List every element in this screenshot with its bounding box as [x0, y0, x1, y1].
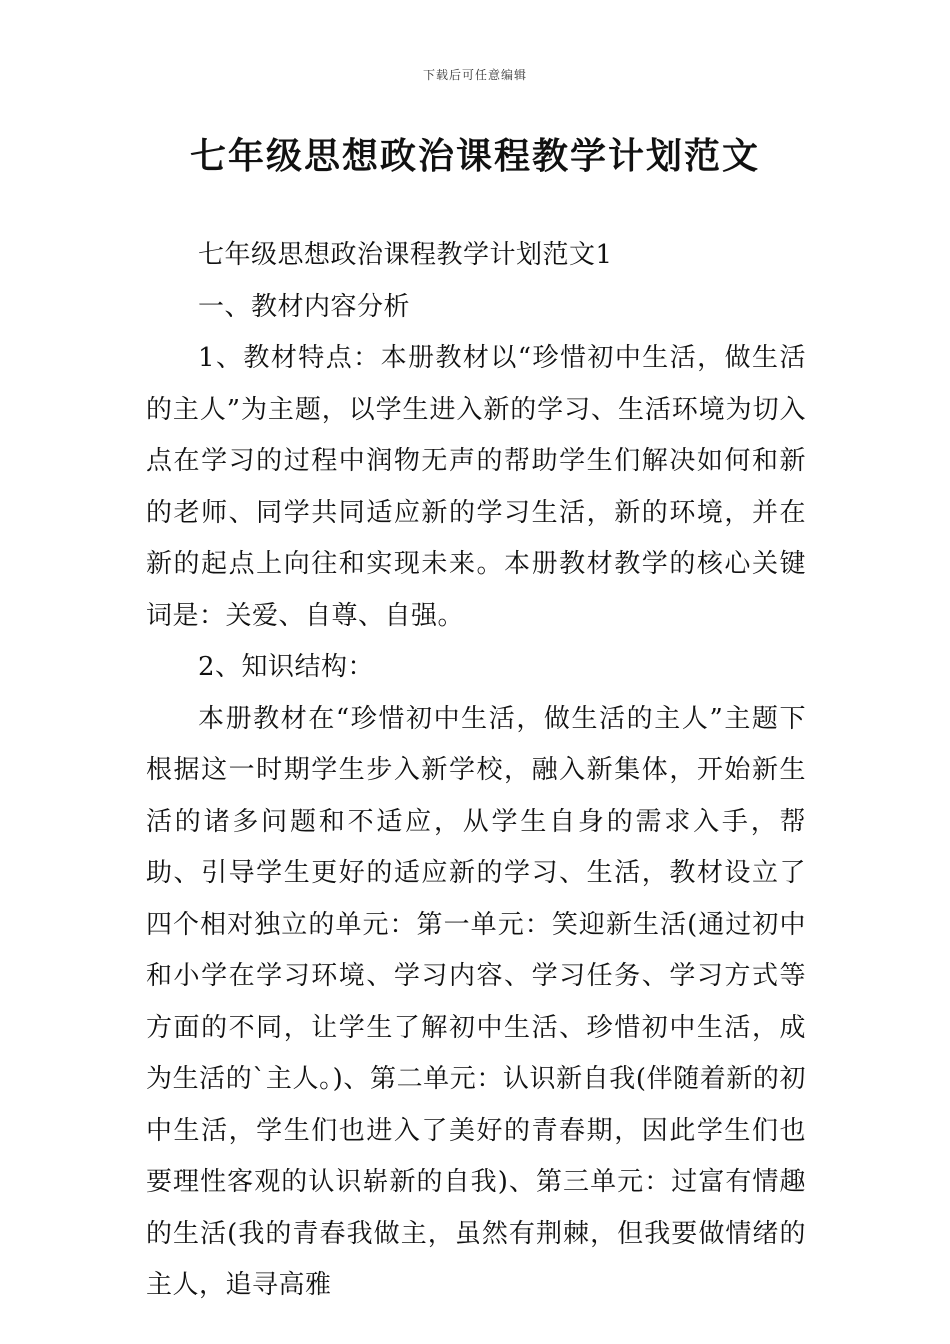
subsection-heading: 一、教材内容分析 [198, 291, 411, 322]
document-title: 七年级思想政治课程教学计划范文 [189, 135, 760, 177]
section-heading: 七年级思想政治课程教学计划范文1 [198, 240, 613, 270]
paragraph-knowledge-structure-heading: 2、知识结构： [198, 652, 375, 682]
document-body [146, 230, 806, 1312]
paragraph-textbook-features: 1、教材特点：本册教材以“珍惜初中生活，做生活的主人”为主题，以学生进入新的学习、生活环境为切入点在学习的过程中润物无声的帮助学生们解决如何和新的老师、同学共同适应新的学习生活，新的环境，并在新的起点上向往和实现未来。本册教材教学的核心关键词是：关爱、自尊、自强。 [146, 343, 806, 631]
paragraph-knowledge-structure: 本册教材在“珍惜初中生活，做生活的主人”主题下根据这一时期学生步入新学校，融入新集体，开始新生活的诸多问题和不适应，从学生自身的需求入手，帮助、引导学生更好的适应新的学习、生活，教材设立了四个相对独立的单元：第一单元：笑迎新生活(通过初中和小学在学习环境、学习内容、学习任务、学习方式等方面的不同，让学生了解初中生活、珍惜初中生活，成为生活的`主人。)、第二单元：认识新自我(伴随着新的初中生活，学生们也进入了美好的青春期，因此学生们也要理性客观的认识崭新的自我)、第三单元：过富有情趣的生活(我的青春我做主，虽然有荆棘，但我要做情绪的主人，追寻高雅 [146, 703, 806, 1300]
header-note: 下载后可任意编辑 [422, 68, 527, 82]
